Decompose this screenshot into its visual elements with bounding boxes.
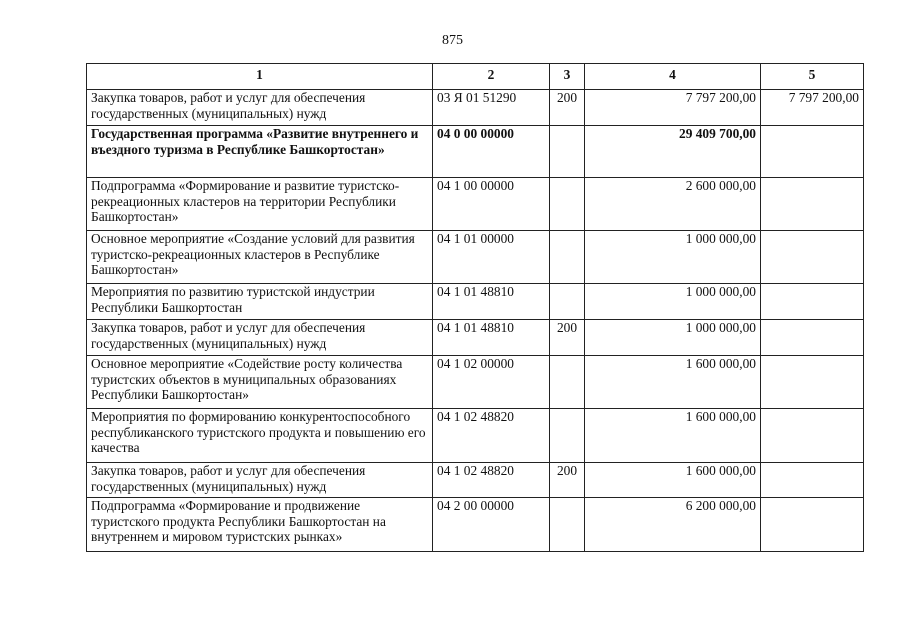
row-type-cell: [550, 498, 585, 552]
budget-table: [86, 63, 864, 552]
row-code-cell: 04 1 01 48810: [433, 320, 550, 356]
row-amount-2-cell: [761, 320, 864, 356]
column-header-3: 3: [550, 64, 585, 90]
row-code-cell: 04 1 01 48810: [433, 284, 550, 320]
row-amount-2-cell: [761, 231, 864, 284]
column-header-2: 2: [433, 64, 550, 90]
row-amount-2-cell: [761, 178, 864, 231]
row-name-cell: Государственная программа «Развитие внутреннего и въездного туризма в Республике Башкортостан»: [87, 126, 433, 178]
row-amount-cell: 29 409 700,00: [585, 126, 761, 178]
table-row: [87, 320, 864, 356]
row-type-cell: [550, 356, 585, 409]
row-name-cell: Закупка товаров, работ и услуг для обеспечения государственных (муниципальных) нужд: [87, 320, 433, 356]
row-amount-cell: 1 000 000,00: [585, 231, 761, 284]
row-code-cell: 04 0 00 00000: [433, 126, 550, 178]
page-number: 875: [442, 33, 463, 48]
table-row: [87, 498, 864, 552]
column-header-1: 1: [87, 64, 433, 90]
row-amount-cell: 1 000 000,00: [585, 320, 761, 356]
row-amount-2-cell: [761, 409, 864, 463]
row-amount-2-cell: [761, 284, 864, 320]
table-row: [87, 409, 864, 463]
table-row: [87, 284, 864, 320]
row-name-cell: Мероприятия по развитию туристской индустрии Республики Башкортостан: [87, 284, 433, 320]
row-amount-cell: 1 600 000,00: [585, 409, 761, 463]
row-type-cell: [550, 178, 585, 231]
row-type-cell: 200: [550, 90, 585, 126]
row-amount-cell: 7 797 200,00: [585, 90, 761, 126]
row-type-cell: [550, 126, 585, 178]
row-name-cell: Основное мероприятие «Создание условий для развития туристско-рекреационных кластеров в Республике Башкортостан»: [87, 231, 433, 284]
row-amount-2-cell: [761, 126, 864, 178]
row-name-cell: Подпрограмма «Формирование и продвижение туристского продукта Республики Башкортостан на внутреннем и мировом туристских рынках»: [87, 498, 433, 552]
row-code-cell: 04 1 02 00000: [433, 356, 550, 409]
row-type-cell: [550, 231, 585, 284]
row-code-cell: 04 1 00 00000: [433, 178, 550, 231]
column-header-5: 5: [761, 64, 864, 90]
column-header-4: 4: [585, 64, 761, 90]
table-row: [87, 178, 864, 231]
row-amount-cell: 1 600 000,00: [585, 356, 761, 409]
row-amount-2-cell: [761, 463, 864, 498]
row-amount-cell: 2 600 000,00: [585, 178, 761, 231]
row-name-cell: Основное мероприятие «Содействие росту количества туристских объектов в муниципальных образованиях Республики Башкортостан»: [87, 356, 433, 409]
row-amount-cell: 1 000 000,00: [585, 284, 761, 320]
row-code-cell: 04 1 02 48820: [433, 463, 550, 498]
table-row: [87, 90, 864, 126]
row-type-cell: [550, 409, 585, 463]
row-amount-cell: 6 200 000,00: [585, 498, 761, 552]
row-name-cell: Мероприятия по формированию конкурентоспособного республиканского туристского продукта и повышению его качества: [87, 409, 433, 463]
table-row: [87, 356, 864, 409]
row-code-cell: 04 1 02 48820: [433, 409, 550, 463]
table-header-row: [87, 64, 864, 90]
row-amount-cell: 1 600 000,00: [585, 463, 761, 498]
table-row: [87, 231, 864, 284]
row-amount-2-cell: [761, 356, 864, 409]
row-type-cell: 200: [550, 320, 585, 356]
row-name-cell: Подпрограмма «Формирование и развитие туристско-рекреационных кластеров на территории Республики Башкортостан»: [87, 178, 433, 231]
table-body: [87, 90, 864, 552]
row-code-cell: 04 1 01 00000: [433, 231, 550, 284]
row-type-cell: [550, 284, 585, 320]
row-name-cell: Закупка товаров, работ и услуг для обеспечения государственных (муниципальных) нужд: [87, 463, 433, 498]
table-row: [87, 463, 864, 498]
row-amount-2-cell: 7 797 200,00: [761, 90, 864, 126]
table-row: [87, 126, 864, 178]
row-type-cell: 200: [550, 463, 585, 498]
row-code-cell: 03 Я 01 51290: [433, 90, 550, 126]
row-amount-2-cell: [761, 498, 864, 552]
row-name-cell: Закупка товаров, работ и услуг для обеспечения государственных (муниципальных) нужд: [87, 90, 433, 126]
row-code-cell: 04 2 00 00000: [433, 498, 550, 552]
